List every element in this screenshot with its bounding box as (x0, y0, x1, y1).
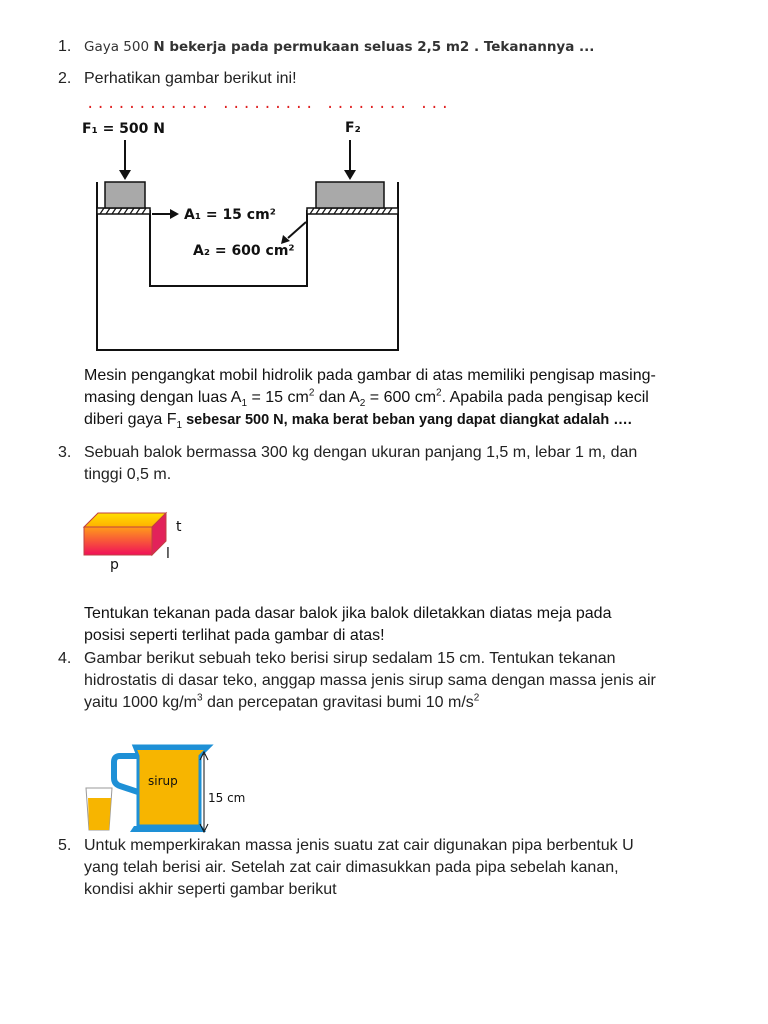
depth-label: 15 cm (208, 791, 246, 805)
area-1-label: A₁ = 15 cm² (184, 207, 276, 223)
question-number: 3. (58, 444, 72, 461)
hydraulic-press-figure (80, 112, 410, 352)
block-figure (80, 505, 190, 575)
question-number: 2. (58, 70, 72, 87)
syrup-pitcher-figure (82, 742, 262, 834)
question-text: Perhatikan gambar berikut ini! (84, 70, 297, 87)
height-label: t (176, 519, 182, 535)
question-text: Untuk memperkirakan massa jenis suatu zat cair digunakan pipa berbentuk U yang telah berisi air. Setelah zat cair dimasukkan pada pipa sebelah kanan, kondisi akhir seperti gambar berikut (84, 837, 634, 898)
question-number: 4. (58, 650, 72, 667)
force-2-label: F₂ (345, 120, 361, 136)
question-3-instruction: Tentukan tekanan pada dasar balok jika balok diletakkan diatas meja pada posisi seperti terlihat pada gambar di atas! (84, 605, 612, 644)
area-2-label: A₂ = 600 cm² (193, 243, 295, 259)
force-1-label: F₁ = 500 N (82, 121, 165, 137)
width-label: l (166, 546, 170, 562)
question-text: Gambar berikut sebuah teko berisi sirup sedalam 15 cm. Tentukan tekanan hidrostatis di dasar teko, anggap massa jenis sirup sama dengan massa jenis air yaitu 1000 $kg/m^3$ dan percepatan gravitasi bumi 10 $m/s^2$ (84, 650, 656, 711)
length-label: p (110, 557, 119, 573)
question-number: 1. (58, 38, 72, 55)
question-text: Gaya 500 N bekerja pada permukaan seluas 2,5 m2 . Tekanannya ... (84, 39, 595, 55)
question-2-description: Mesin pengangkat mobil hidrolik pada gambar di atas memiliki pengisap masing- masing dengan luas $A_1 = 15$ $cm^2$ dan $A_2 = 600$ $cm^2$. Apabila pada pengisap kecil diberi gaya $F_1$ sebesar 500 N, maka berat beban yang dapat diangkat adalah …. (84, 367, 656, 432)
syrup-label: sirup (148, 774, 178, 788)
question-number: 5. (58, 837, 72, 854)
red-dotted-line: ............ ......... ........ ... (86, 96, 452, 112)
question-text: Sebuah balok bermassa 300 kg dengan ukuran panjang 1,5 m, lebar 1 m, dan tinggi 0,5 m. (84, 444, 638, 483)
